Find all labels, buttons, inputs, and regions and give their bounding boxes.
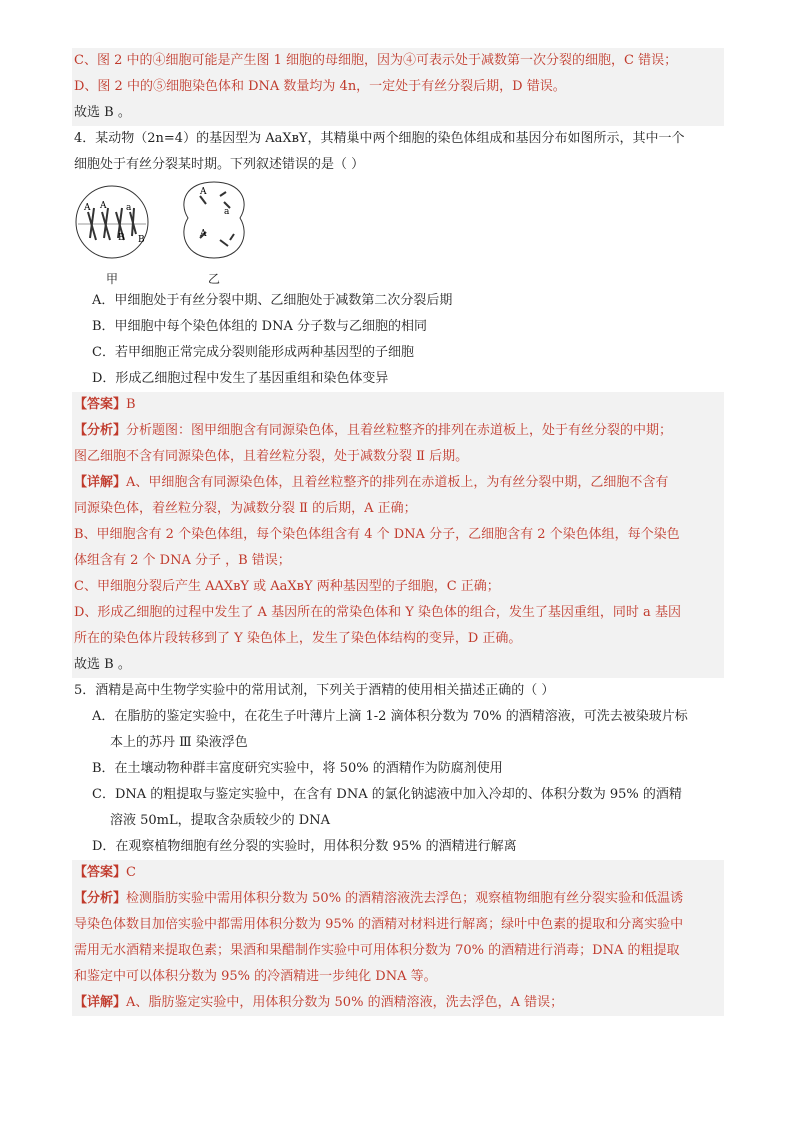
gene-a2: A [100, 201, 107, 211]
answer-tag: 【答案】 [74, 865, 127, 880]
q4-detail-line1: 【详解】A、甲细胞含有同源染色体，且着丝粒整齐的排列在赤道板上，为有丝分裂中期，乙细胞不含有 [74, 475, 669, 490]
cell-jia-outline [76, 186, 148, 258]
q4-stem-line2: 细胞处于有丝分裂某时期。下列叙述错误的是（ ） [74, 157, 365, 172]
gene-b2: B [138, 235, 145, 245]
cell-diagram [74, 178, 274, 290]
gene-yi-3: A [200, 229, 207, 239]
q4-detail-line6: D、形成乙细胞的过程中发生了 A 基因所在的常染色体和 Y 染色体的组合，发生了基因重组，同时 a 基因 [74, 605, 681, 620]
q5-analysis-line4: 和鉴定中可以体积分数为 95% 的冷酒精进一步纯化 DNA 等。 [74, 969, 437, 984]
q4-analysis-line1: 【分析】分析题图：图甲细胞含有同源染色体，且着丝粒整齐的排列在赤道板上，处于有丝分裂的中期； [74, 423, 673, 438]
q4-analysis-line2: 图乙细胞不含有同源染色体，且着丝粒分裂，处于减数分裂 Ⅱ 后期。 [74, 449, 469, 464]
q4-answer-block [72, 392, 724, 678]
q5-analysis-line3: 需用无水酒精来提取色素；果酒和果醋制作实验中可用体积分数为 70% 的酒精进行消毒；DNA 的粗提取 [74, 943, 680, 958]
prev-detail-d: D、图 2 中的⑤细胞染色体和 DNA 数量均为 4n，一定处于有丝分裂后期，D 错误。 [74, 79, 566, 94]
gene-a1: A [84, 203, 91, 213]
detail-tag: 【详解】 [74, 995, 127, 1010]
q5-option-c-cont: 溶液 50mL，提取含杂质较少的 DNA [110, 813, 330, 828]
q4-option-d: D．形成乙细胞过程中发生了基因重组和染色体变异 [92, 371, 389, 386]
q5-answer-block [72, 860, 724, 1016]
gene-yi-2: a [224, 207, 230, 217]
answer-value: C [126, 865, 136, 880]
q4-detail-line2: 同源染色体，着丝粒分裂，为减数分裂 Ⅱ 的后期，A 正确； [74, 501, 417, 516]
q5-detail-line1: 【详解】A、脂肪鉴定实验中，用体积分数为 50% 的酒精溶液，洗去浮色，A 错误； [74, 995, 564, 1010]
question-5 [74, 678, 724, 1016]
q4-option-b: B．甲细胞中每个染色体组的 DNA 分子数与乙细胞的相同 [92, 319, 428, 334]
q5-option-a: A．在脂肪的鉴定实验中，在花生子叶薄片上滴 1-2 滴体积分数为 70% 的酒精溶液，可洗去被染玻片标 [92, 709, 688, 724]
prev-conclusion: 故选 B 。 [74, 105, 131, 120]
detail-tag: 【详解】 [74, 475, 127, 490]
q4-option-c: C．若甲细胞正常完成分裂则能形成两种基因型的子细胞 [92, 345, 414, 360]
analysis-tag: 【分析】 [74, 423, 127, 438]
answer-tag: 【答案】 [74, 397, 127, 412]
label-jia: 甲 [106, 272, 119, 286]
q4-detail-line3: B、甲细胞含有 2 个染色体组，每个染色体组含有 4 个 DNA 分子，乙细胞含有 2 个染色体组，每个染色 [74, 527, 680, 542]
q4-detail-line7: 所在的染色体片段转移到了 Y 染色体上，发生了染色体结构的变异，D 正确。 [74, 631, 522, 646]
gene-yi-1: A [200, 187, 207, 197]
q4-conclusion: 故选 B 。 [74, 657, 131, 672]
q5-option-d: D．在观察植物细胞有丝分裂的实验时，用体积分数 95% 的酒精进行解离 [92, 839, 517, 854]
q5-option-c: C．DNA 的粗提取与鉴定实验中，在含有 DNA 的氯化钠滤液中加入冷却的、体积分数为 95% 的酒精 [92, 787, 682, 802]
prev-detail-c: C、图 2 中的④细胞可能是产生图 1 细胞的母细胞，因为④可表示处于减数第一次分裂的细胞，C 错误； [74, 53, 678, 68]
q4-option-a: A．甲细胞处于有丝分裂中期、乙细胞处于减数第二次分裂后期 [92, 293, 453, 308]
gene-b1: B [118, 233, 125, 243]
q4-figure [74, 178, 724, 288]
q5-analysis-line2: 导染色体数目加倍实验中都需用体积分数为 95% 的酒精对材料进行解离；绿叶中色素的提取和分离实验中 [74, 917, 684, 932]
question-4 [74, 126, 724, 678]
q5-stem: 5．酒精是高中生物学实验中的常用试剂，下列关于酒精的使用相关描述正确的（ ） [74, 683, 555, 698]
gene-a3: a [126, 203, 132, 213]
q5-answer [74, 860, 724, 886]
q5-analysis-line1: 【分析】检测脂肪实验中需用体积分数为 50% 的酒精溶液洗去浮色；观察植物细胞有丝分裂实验和低温诱 [74, 891, 684, 906]
answer-value: B [126, 397, 136, 412]
q4-detail-line5: C、甲细胞分裂后产生 AAXʙY 或 AaXʙY 两种基因型的子细胞，C 正确； [74, 579, 500, 594]
cell-yi-outline [184, 182, 244, 258]
q4-stem-line1: 4．某动物（2n=4）的基因型为 AaXʙY，其精巢中两个细胞的染色体组成和基因分布如图所示，其中一个 [74, 131, 685, 146]
label-yi: 乙 [208, 272, 221, 286]
q4-answer [74, 392, 724, 418]
analysis-tag: 【分析】 [74, 891, 127, 906]
page-content [74, 48, 724, 1016]
prev-answer-block [72, 48, 724, 126]
q4-detail-line4: 体组含有 2 个 DNA 分子 ，B 错误； [74, 553, 291, 568]
q5-option-a-cont: 本上的苏丹 Ⅲ 染液浮色 [110, 735, 248, 750]
q5-option-b: B．在土壤动物种群丰富度研究实验中，将 50% 的酒精作为防腐剂使用 [92, 761, 503, 776]
